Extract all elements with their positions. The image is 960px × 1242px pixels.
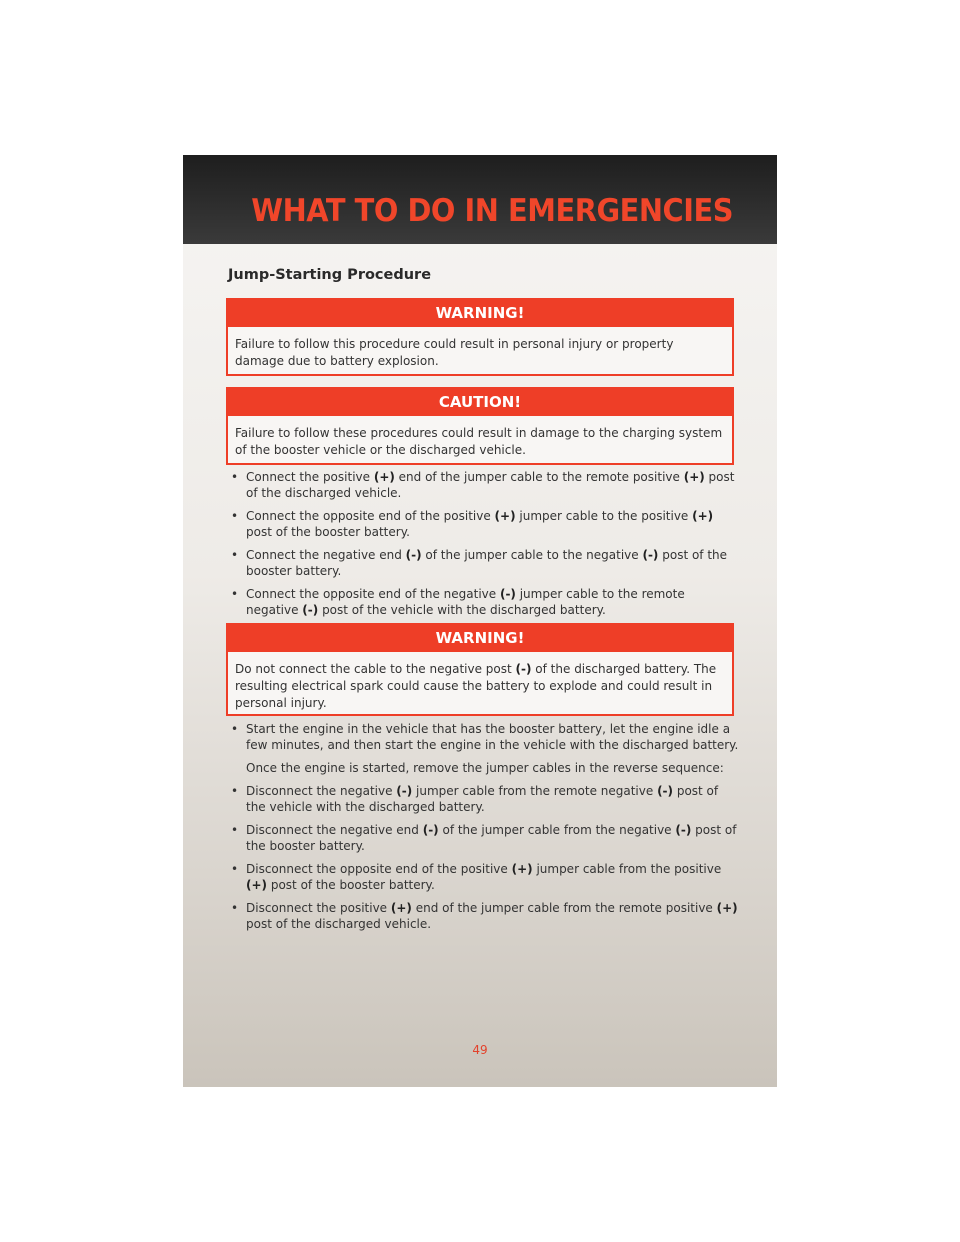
section-title: Jump-Starting Procedure bbox=[228, 267, 432, 283]
list-item: • Start the engine in the vehicle that has the booster battery, let the engine idle a few minutes, and then start the engine in the vehicle with the discharged battery. bbox=[231, 722, 739, 752]
connect-steps-list bbox=[231, 469, 741, 625]
list-item: • Connect the negative end (-) of the jumper cable to the negative (-) post of the booster battery. bbox=[231, 548, 728, 578]
list-item: • Connect the positive (+) end of the jumper cable to the remote positive (+) post of the discharged vehicle. bbox=[231, 470, 735, 500]
list-item: • Disconnect the negative end (-) of the jumper cable from the negative (-) post of the booster battery. bbox=[231, 823, 737, 853]
chapter-header bbox=[183, 155, 777, 244]
caution-heading: CAUTION! bbox=[228, 389, 732, 416]
list-item: • Connect the opposite end of the negative (-) jumper cable to the remote negative (-) post of the vehicle with the discharged battery. bbox=[231, 587, 685, 617]
disconnect-steps-list bbox=[231, 721, 741, 939]
list-item: • Connect the opposite end of the positive (+) jumper cable to the positive (+) post of the booster battery. bbox=[231, 509, 714, 539]
list-item: • Disconnect the positive (+) end of the jumper cable from the remote positive (+) post of the discharged vehicle. bbox=[231, 901, 738, 931]
chapter-title: WHAT TO DO IN EMERGENCIES bbox=[251, 193, 733, 229]
warning-heading: WARNING! bbox=[228, 625, 732, 652]
caution-box bbox=[226, 387, 734, 465]
sequence-note: Once the engine is started, remove the jumper cables in the reverse sequence: bbox=[246, 761, 724, 775]
caution-text: Failure to follow these procedures could result in damage to the charging system of the booster vehicle or the discharged vehicle. bbox=[235, 426, 723, 457]
warning-box bbox=[226, 298, 734, 376]
manual-page bbox=[183, 155, 777, 1087]
warning-text: Do not connect the cable to the negative post (-) of the discharged battery. The resulting electrical spark could cause the battery to explode and could result in personal injury. bbox=[235, 662, 717, 710]
page-number: 49 bbox=[472, 1043, 488, 1057]
list-item: • Disconnect the negative (-) jumper cable from the remote negative (-) post of the vehicle with the discharged battery. bbox=[231, 784, 719, 814]
list-item: • Disconnect the opposite end of the positive (+) jumper cable from the positive (+) post of the booster battery. bbox=[231, 862, 722, 892]
warning-text: Failure to follow this procedure could result in personal injury or property damage due to battery explosion. bbox=[235, 337, 674, 368]
warning-heading: WARNING! bbox=[228, 300, 732, 327]
warning-box bbox=[226, 623, 734, 716]
